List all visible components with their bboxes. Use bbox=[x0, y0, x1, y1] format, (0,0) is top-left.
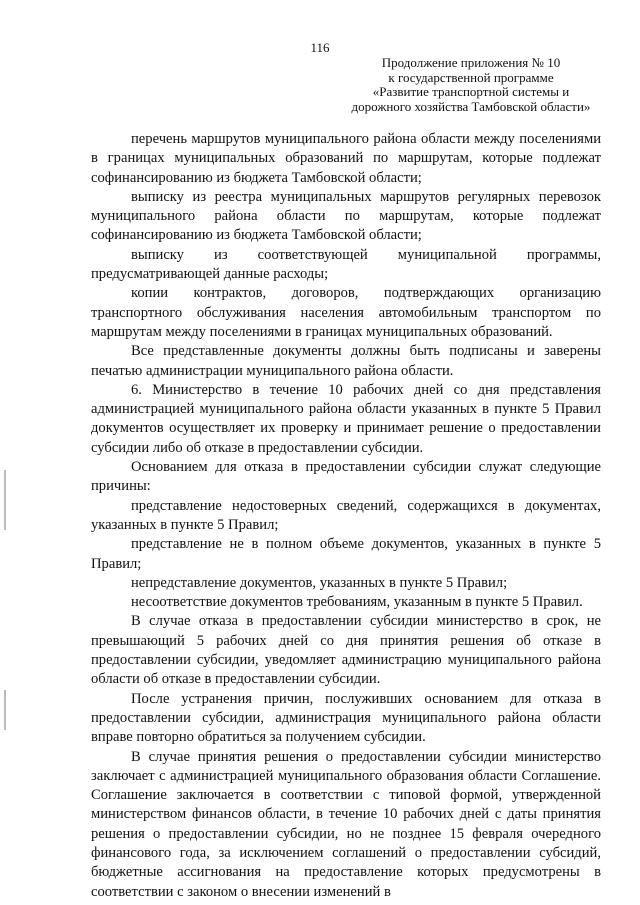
document-body bbox=[91, 130, 601, 902]
appendix-header bbox=[340, 56, 602, 114]
paragraph: Все представленные документы должны быть подписаны и заверены печатью администрации муниципального района области. bbox=[91, 343, 601, 379]
paragraph: представление недостоверных сведений, содержащихся в документах, указанных в пункте 5 Правил; bbox=[91, 497, 601, 533]
scan-edge-mark bbox=[4, 690, 6, 730]
paragraph: копии контрактов, договоров, подтверждающих организацию транспортного обслуживания населения автомобильным транспортом по маршрутам между поселениями в границах муниципальных образований. bbox=[91, 285, 601, 340]
paragraph: Основанием для отказа в предоставлении субсидии служат следующие причины: bbox=[91, 459, 601, 495]
paragraph: В случае отказа в предоставлении субсидии министерство в срок, не превышающий 5 рабочих дней со дня принятия решения об отказе в предоставлении субсидии, уведомляет администрацию муниципального района области об отказе в предоставлении субсидии. bbox=[91, 613, 601, 688]
paragraph: выписку из реестра муниципальных маршрутов регулярных перевозок муниципального района области по маршрутам, которые подлежат софинансированию из бюджета Тамбовской области; bbox=[91, 188, 601, 244]
header-line: «Развитие транспортной системы и bbox=[372, 84, 570, 99]
header-line: к государственной программе bbox=[388, 69, 554, 85]
paragraph: перечень маршрутов муниципального района области между поселениями в границах муниципальных образований по маршрутам, которые подлежат софинансированию из бюджета Тамбовской области; bbox=[91, 131, 601, 186]
paragraph: непредставление документов, указанных в пункте 5 Правил; bbox=[131, 574, 508, 591]
header-line: дорожного хозяйства Тамбовской области» bbox=[351, 98, 591, 114]
paragraph: После устранения причин, послуживших основанием для отказа в предоставлении субсидии, администрация муниципального района области вправе повторно обратиться за получением субсидии. bbox=[91, 690, 601, 746]
page-number: 116 bbox=[310, 40, 330, 55]
paragraph: В случае принятия решения о предоставлении субсидии министерство заключает с администрацией муниципального образования области Соглашение. Соглашение заключается в соответствии с типовой формой, утвержденной министерством финансов области, в течение 10 рабочих дней с даты принятия решения о предоставлении субсидии, но не позднее 15 февраля очередного финансового года, за исключением соглашений о предоставлении субсидий, бюджетные ассигнования на предоставление которых предусмотрены в соответствии с законом о внесении изменений в bbox=[91, 748, 601, 900]
scan-edge-mark bbox=[4, 470, 6, 530]
paragraph: 6. Министерство в течение 10 рабочих дней со дня представления администрацией муниципального района области указанных в пункте 5 Правил документов осуществляет их проверку и принимает решение о предоставлении субсидии либо об отказе в предоставлении субсидии. bbox=[91, 381, 601, 456]
paragraph: выписку из соответствующей муниципальной программы, предусматривающей данные расходы; bbox=[91, 246, 601, 283]
paragraph: несоответствие документов требованиям, указанным в пункте 5 Правил. bbox=[131, 594, 583, 611]
header-line: Продолжение приложения № 10 bbox=[381, 55, 561, 70]
paragraph: представление не в полном объеме документов, указанных в пункте 5 Правил; bbox=[91, 536, 601, 572]
